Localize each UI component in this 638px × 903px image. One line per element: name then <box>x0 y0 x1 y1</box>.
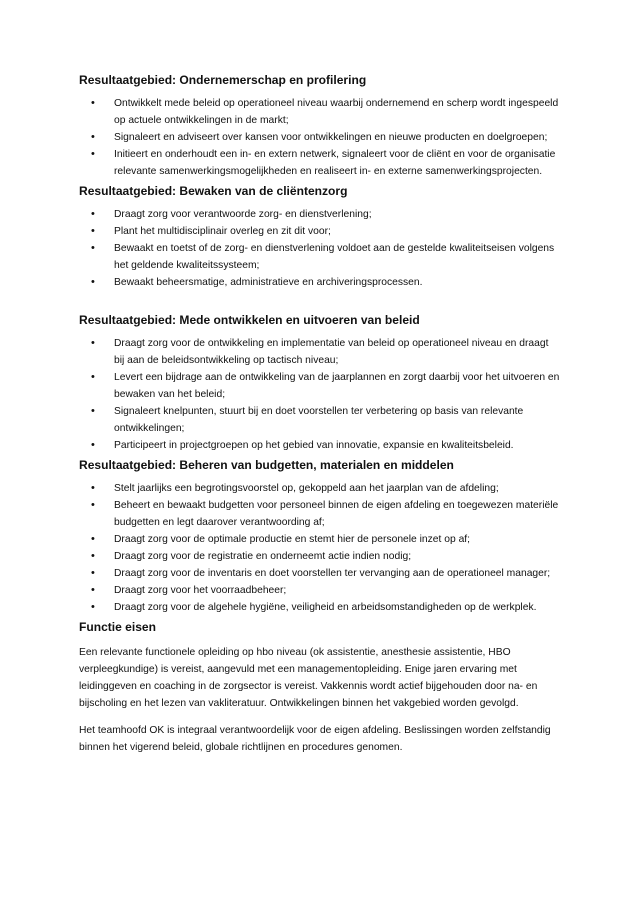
list-item: • Bewaakt beheersmatige, administratieve en archiveringsprocessen. <box>79 274 561 291</box>
spacer <box>79 294 561 312</box>
bullet-list-clientenzorg <box>79 206 561 291</box>
list-item: • Draagt zorg voor de registratie en onderneemt actie indien nodig; <box>79 548 561 565</box>
bullet-list-budgetten <box>79 480 561 616</box>
list-item: • Bewaakt en toetst of de zorg- en dienstverlening voldoet aan de gestelde kwaliteitseisen volgens het geldende kwaliteitssysteem; <box>79 240 561 274</box>
list-item: • Draagt zorg voor de ontwikkeling en implementatie van beleid op operationeel niveau en draagt bij aan de beleidsontwikkeling op tactisch niveau; <box>79 335 561 369</box>
section-heading-functie-eisen: Functie eisen <box>79 620 156 634</box>
list-item: • Signaleert en adviseert over kansen voor ontwikkelingen en nieuwe producten en doelgroepen; <box>79 129 561 146</box>
bullet-list-ondernemerschap <box>79 95 561 180</box>
list-item: • Draagt zorg voor verantwoorde zorg- en dienstverlening; <box>79 206 561 223</box>
list-item: • Draagt zorg voor de inventaris en doet voorstellen ter vervanging aan de operationeel manager; <box>79 565 561 582</box>
list-item: • Plant het multidisciplinair overleg en zit dit voor; <box>79 223 561 240</box>
list-item: • Draagt zorg voor de algehele hygiëne, veiligheid en arbeidsomstandigheden op de werkplek. <box>79 599 561 616</box>
list-item: • Initieert en onderhoudt een in- en extern netwerk, signaleert voor de cliënt en voor de organisatie relevante samenwerkingsmogelijkheden en realiseert in- en externe samenwerkingsprojecten. <box>79 146 561 180</box>
list-item: • Participeert in projectgroepen op het gebied van innovatie, expansie en kwaliteitsbeleid. <box>79 437 561 454</box>
section-heading-ondernemerschap: Resultaatgebied: Ondernemerschap en profilering <box>79 73 367 87</box>
list-item: • Stelt jaarlijks een begrotingsvoorstel op, gekoppeld aan het jaarplan van de afdeling; <box>79 480 561 497</box>
list-item: • Beheert en bewaakt budgetten voor personeel binnen de eigen afdeling en toegewezen materiële budgetten en legt daarover verantwoording af; <box>79 497 561 531</box>
bullet-list-beleid <box>79 335 561 454</box>
list-item: • Ontwikkelt mede beleid op operationeel niveau waarbij ondernemend en scherp wordt ingespeeld op actuele ontwikkelingen in de markt; <box>79 95 561 129</box>
section-heading-budgetten: Resultaatgebied: Beheren van budgetten, materialen en middelen <box>79 458 454 472</box>
list-item: • Draagt zorg voor het voorraadbeheer; <box>79 582 561 599</box>
list-item: • Levert een bijdrage aan de ontwikkeling van de jaarplannen en zorgt daarbij voor het uitvoeren en bewaken van het beleid; <box>79 369 561 403</box>
document-page <box>79 72 561 756</box>
paragraph-verantwoordelijkheid: Het teamhoofd OK is integraal verantwoordelijk voor de eigen afdeling. Beslissingen worden zelfstandig binnen het vigerend beleid, globale richtlijnen en procedures genomen. <box>79 725 551 753</box>
section-heading-beleid: Resultaatgebied: Mede ontwikkelen en uitvoeren van beleid <box>79 313 420 327</box>
section-heading-clientenzorg: Resultaatgebied: Bewaken van de cliëntenzorg <box>79 184 348 198</box>
list-item: • Draagt zorg voor de optimale productie en stemt hier de personele inzet op af; <box>79 531 561 548</box>
paragraph-opleiding: Een relevante functionele opleiding op hbo niveau (ok assistentie, anesthesie assistentie, HBO verpleegkundige) is vereist, aangevuld met een managementopleiding. Enige jaren ervaring met leidinggeven en coaching in de zorgsector is vereist. Vakkennis wordt actief bijgehouden door na- en bijscholing en het lezen van vakliteratuur. Ontwikkelingen binnen het vakgebied worden gevolgd. <box>79 647 538 709</box>
list-item: • Signaleert knelpunten, stuurt bij en doet voorstellen ter verbetering op basis van relevante ontwikkelingen; <box>79 403 561 437</box>
